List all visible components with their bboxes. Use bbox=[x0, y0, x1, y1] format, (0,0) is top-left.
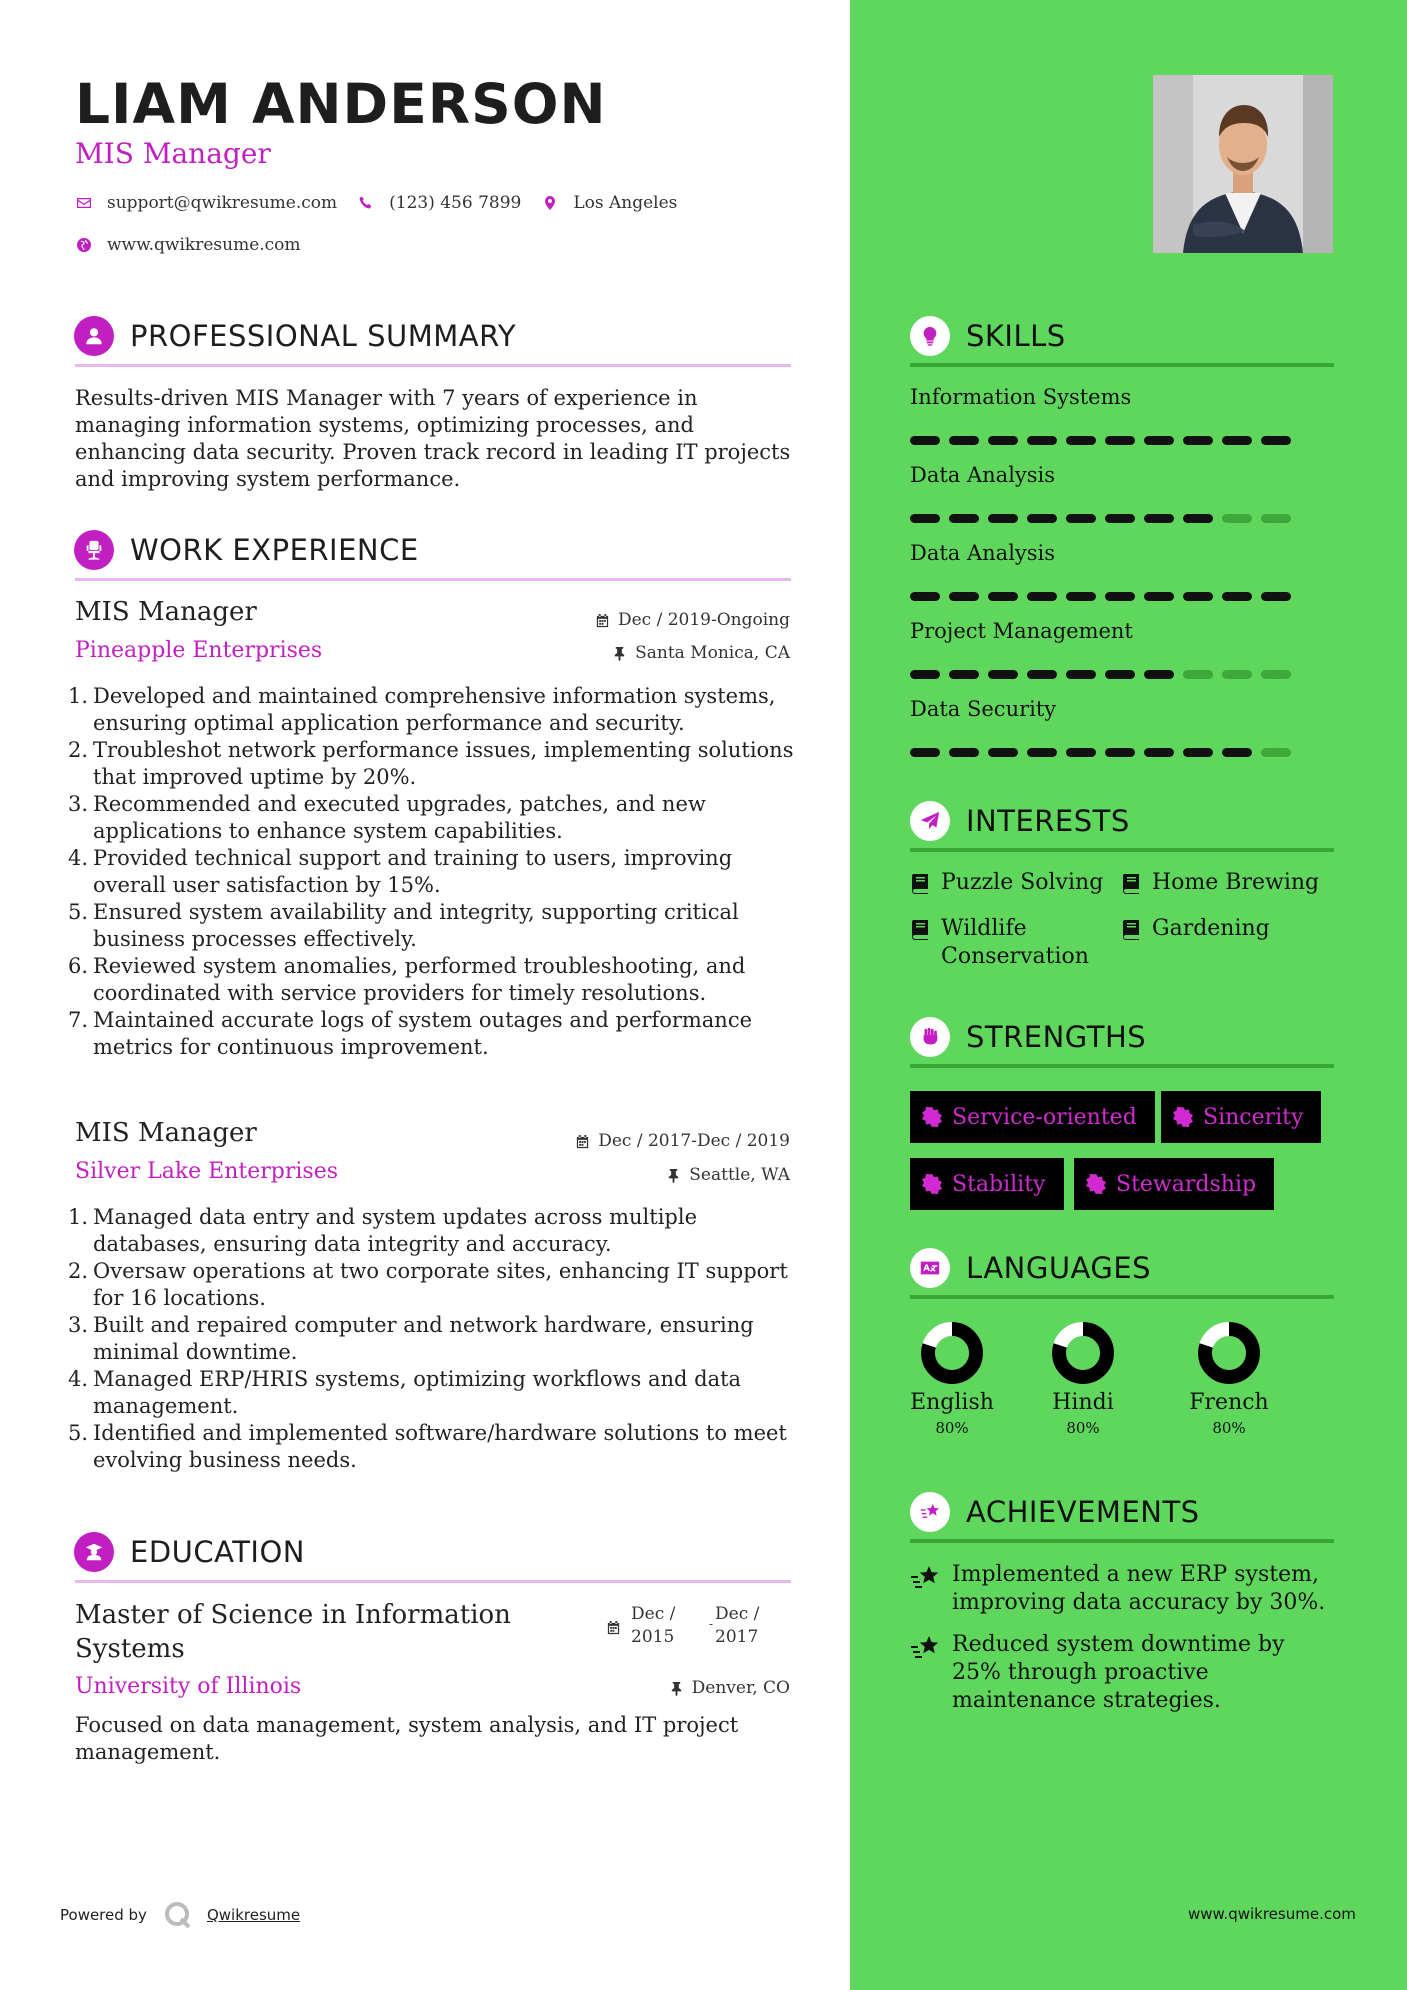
skill-segment bbox=[1066, 592, 1096, 601]
skill-segment bbox=[910, 436, 940, 445]
strength-tag: Stability bbox=[910, 1158, 1064, 1210]
education-text: Focused on data management, system analysis, and IT project management. bbox=[75, 1713, 739, 1764]
office-chair-icon bbox=[74, 530, 114, 570]
language-percent: 80% bbox=[1212, 1419, 1246, 1437]
shooting-star-icon bbox=[910, 1635, 940, 1661]
badge-star-icon bbox=[1086, 1174, 1106, 1194]
achievements-heading-text: ACHIEVEMENTS bbox=[966, 1495, 1200, 1529]
skill-segment bbox=[1144, 670, 1174, 679]
skill-segment bbox=[1027, 748, 1057, 757]
achievements-divider bbox=[910, 1539, 1334, 1543]
skill-segment bbox=[1222, 592, 1252, 601]
skill-level-bar bbox=[910, 514, 1300, 523]
language-item bbox=[1028, 1320, 1138, 1437]
skills-heading bbox=[910, 316, 1066, 356]
experience-divider bbox=[75, 578, 791, 581]
lightbulb-icon bbox=[910, 316, 950, 356]
book-icon bbox=[1121, 873, 1140, 894]
footer-website[interactable]: www.qwikresume.com bbox=[1188, 1905, 1356, 1923]
job-1-company: Pineapple Enterprises bbox=[75, 638, 323, 663]
contact-email-text: support@qwikresume.com bbox=[107, 193, 338, 213]
skill-segment bbox=[1027, 436, 1057, 445]
language-name: English bbox=[910, 1390, 994, 1415]
strength-tag: Stewardship bbox=[1074, 1158, 1274, 1210]
skill-segment bbox=[1183, 748, 1213, 757]
map-pin-icon bbox=[541, 194, 559, 212]
skill-segment bbox=[1183, 436, 1213, 445]
contact-phone-text: (123) 456 7899 bbox=[389, 193, 522, 213]
skill-segment bbox=[1105, 436, 1135, 445]
education-location-text: Denver, CO bbox=[691, 1678, 790, 1698]
shooting-star-icon bbox=[910, 1492, 950, 1532]
list-item: 7. Maintained accurate logs of system outages and performance metrics for continuous improvement. bbox=[68, 1008, 753, 1059]
book-icon bbox=[1121, 919, 1140, 940]
language-progress-ring bbox=[919, 1320, 985, 1386]
skill-segment bbox=[1027, 514, 1057, 523]
skill-segment bbox=[1261, 514, 1291, 523]
user-icon bbox=[74, 316, 114, 356]
degree-line-2: Systems bbox=[75, 1634, 185, 1664]
interests-heading-text: INTERESTS bbox=[966, 804, 1130, 838]
skill-level-bar bbox=[910, 436, 1300, 445]
interest-item: Home Brewing bbox=[1121, 869, 1319, 897]
skill-segment bbox=[988, 670, 1018, 679]
skill-level-bar bbox=[910, 670, 1300, 679]
skill-segment bbox=[1183, 592, 1213, 601]
language-item bbox=[897, 1320, 1007, 1437]
skill-segment bbox=[949, 670, 979, 679]
book-icon bbox=[910, 873, 929, 894]
job-1-dates-text: Dec / 2019-Ongoing bbox=[617, 610, 790, 630]
skill-segment bbox=[1144, 436, 1174, 445]
skill-segment bbox=[1144, 592, 1174, 601]
strengths-divider bbox=[910, 1064, 1334, 1068]
contact-row-2 bbox=[75, 235, 321, 255]
degree bbox=[75, 1598, 511, 1666]
skill-segment bbox=[1183, 670, 1213, 679]
skill-segment bbox=[910, 748, 940, 757]
contact-location-text: Los Angeles bbox=[573, 193, 678, 213]
summary-divider bbox=[75, 364, 791, 367]
language-name: Hindi bbox=[1052, 1390, 1114, 1415]
summary-heading bbox=[74, 316, 516, 356]
skill-segment bbox=[1261, 436, 1291, 445]
skill-segment bbox=[1261, 748, 1291, 757]
job-2-location-text: Seattle, WA bbox=[689, 1165, 790, 1185]
contact-email[interactable] bbox=[75, 193, 337, 213]
list-item: 3. Recommended and executed upgrades, patches, and new applications to enhance system capabilities. bbox=[68, 792, 706, 843]
skill-segment bbox=[1105, 514, 1135, 523]
skill-segment bbox=[949, 514, 979, 523]
job-1-bullets bbox=[68, 683, 798, 1061]
school: University of Illinois bbox=[75, 1674, 302, 1699]
degree-line-1: Master of Science in Information bbox=[75, 1600, 511, 1630]
education-heading-text: EDUCATION bbox=[130, 1535, 306, 1569]
paper-plane-icon bbox=[910, 801, 950, 841]
skill-segment bbox=[988, 592, 1018, 601]
skill-segment bbox=[910, 592, 940, 601]
languages-heading bbox=[910, 1248, 1151, 1288]
job-1-location-text: Santa Monica, CA bbox=[635, 643, 790, 663]
languages-divider bbox=[910, 1295, 1334, 1299]
qwikresume-link[interactable]: Qwikresume bbox=[206, 1906, 301, 1924]
profile-photo bbox=[1153, 75, 1333, 253]
qwikresume-logo-icon bbox=[163, 1900, 193, 1930]
pushpin-icon bbox=[669, 1681, 684, 1696]
achievement-item: Reduced system downtime by 25% through proactive maintenance strategies. bbox=[910, 1631, 1340, 1715]
contact-row-1 bbox=[75, 193, 697, 213]
job-2-dates-text: Dec / 2017-Dec / 2019 bbox=[598, 1131, 790, 1151]
experience-heading-text: WORK EXPERIENCE bbox=[130, 533, 419, 567]
skill-name: Project Management bbox=[910, 619, 1133, 643]
skill-segment bbox=[949, 436, 979, 445]
achievement-item: Implemented a new ERP system, improving data accuracy by 30%. bbox=[910, 1561, 1340, 1617]
contact-location bbox=[541, 193, 677, 213]
skill-segment bbox=[988, 748, 1018, 757]
contact-website-text: www.qwikresume.com bbox=[107, 235, 301, 255]
education-heading bbox=[74, 1532, 305, 1572]
globe-icon bbox=[75, 236, 93, 254]
job-2-dates bbox=[575, 1131, 790, 1151]
calendar-icon bbox=[575, 1134, 590, 1149]
skill-segment bbox=[1066, 514, 1096, 523]
languages-heading-text: LANGUAGES bbox=[966, 1251, 1152, 1285]
skill-segment bbox=[1066, 436, 1096, 445]
skill-segment bbox=[1066, 748, 1096, 757]
education-location bbox=[669, 1678, 790, 1698]
phone-icon bbox=[357, 194, 375, 212]
badge-star-icon bbox=[1173, 1107, 1193, 1127]
job-1-location bbox=[612, 643, 790, 663]
education-start-date: Dec / 2015 bbox=[631, 1604, 676, 1647]
skill-segment bbox=[1222, 670, 1252, 679]
skill-name: Data Analysis bbox=[910, 463, 1056, 487]
interests-divider bbox=[910, 848, 1334, 852]
skill-segment bbox=[1222, 514, 1252, 523]
skill-segment bbox=[1027, 592, 1057, 601]
skill-segment bbox=[1105, 748, 1135, 757]
job-2-company: Silver Lake Enterprises bbox=[75, 1159, 339, 1184]
skills-divider bbox=[910, 363, 1334, 367]
language-item bbox=[1174, 1320, 1284, 1437]
skill-segment bbox=[1183, 514, 1213, 523]
skill-segment bbox=[1105, 592, 1135, 601]
job-2-location bbox=[666, 1165, 790, 1185]
badge-star-icon bbox=[922, 1174, 942, 1194]
pushpin-icon bbox=[666, 1168, 681, 1183]
experience-heading bbox=[74, 530, 419, 570]
language-name: French bbox=[1189, 1390, 1269, 1415]
skill-segment bbox=[988, 514, 1018, 523]
translate-icon bbox=[910, 1248, 950, 1288]
skill-level-bar bbox=[910, 748, 1300, 757]
strengths-heading bbox=[910, 1017, 1146, 1057]
interests-heading bbox=[910, 801, 1130, 841]
list-item: 3. Built and repaired computer and network hardware, ensuring minimal downtime. bbox=[68, 1313, 754, 1364]
language-percent: 80% bbox=[1066, 1419, 1100, 1437]
language-progress-ring bbox=[1196, 1320, 1262, 1386]
summary-heading-text: PROFESSIONAL SUMMARY bbox=[130, 319, 517, 353]
list-item: 1. Managed data entry and system updates across multiple databases, ensuring data integrity and accuracy. bbox=[68, 1205, 697, 1256]
job-2-bullets bbox=[68, 1204, 798, 1474]
list-item: 5. Ensured system availability and integrity, supporting critical business processes effectively. bbox=[68, 900, 739, 951]
skill-segment bbox=[1261, 592, 1291, 601]
list-item: 4. Managed ERP/HRIS systems, optimizing workflows and data management. bbox=[68, 1367, 742, 1418]
skill-segment bbox=[1222, 748, 1252, 757]
language-progress-ring bbox=[1050, 1320, 1116, 1386]
badge-star-icon bbox=[922, 1107, 942, 1127]
list-item: 2. Oversaw operations at two corporate sites, enhancing IT support for 16 locations. bbox=[68, 1259, 788, 1310]
interest-item: Gardening bbox=[1121, 915, 1270, 943]
candidate-name: LIAM ANDERSON bbox=[75, 72, 607, 136]
education-divider bbox=[75, 1580, 791, 1583]
skills-heading-text: SKILLS bbox=[966, 319, 1066, 353]
strengths-heading-text: STRENGTHS bbox=[966, 1020, 1147, 1054]
summary-text: Results-driven MIS Manager with 7 years of experience in managing information systems, optimizing processes, and enhancing data security. Proven track record in leading IT projects and improving system performance. bbox=[75, 386, 791, 491]
calendar-icon bbox=[606, 1620, 621, 1639]
skill-segment bbox=[1261, 670, 1291, 679]
job-2-title: MIS Manager bbox=[75, 1118, 257, 1148]
pushpin-icon bbox=[612, 646, 627, 661]
skill-segment bbox=[949, 748, 979, 757]
skill-segment bbox=[910, 514, 940, 523]
skill-name: Data Analysis bbox=[910, 541, 1056, 565]
education-end-date: Dec / 2017 bbox=[715, 1604, 760, 1647]
list-item: 5. Identified and implemented software/hardware solutions to meet evolving business needs. bbox=[68, 1421, 787, 1472]
achievements-heading bbox=[910, 1492, 1200, 1532]
candidate-title: MIS Manager bbox=[75, 137, 271, 170]
book-icon bbox=[910, 919, 929, 940]
envelope-icon bbox=[75, 194, 93, 212]
list-item: 1. Developed and maintained comprehensive information systems, ensuring optimal application performance and security. bbox=[68, 684, 776, 735]
strength-tag: Service-oriented bbox=[910, 1091, 1155, 1143]
skill-segment bbox=[1105, 670, 1135, 679]
job-1-title: MIS Manager bbox=[75, 597, 257, 627]
skill-segment bbox=[1066, 670, 1096, 679]
interest-item: Puzzle Solving bbox=[910, 869, 1103, 897]
skill-segment bbox=[1222, 436, 1252, 445]
skill-name: Data Security bbox=[910, 697, 1057, 721]
language-percent: 80% bbox=[935, 1419, 969, 1437]
skill-name: Information Systems bbox=[910, 385, 1132, 409]
person-portrait-icon bbox=[1153, 75, 1333, 253]
powered-by bbox=[60, 1900, 300, 1930]
list-item: 2. Troubleshot network performance issues, implementing solutions that improved uptime by 20%. bbox=[68, 738, 794, 789]
skill-segment bbox=[949, 592, 979, 601]
skill-segment bbox=[1144, 514, 1174, 523]
shooting-star-icon bbox=[910, 1565, 940, 1591]
job-1-dates bbox=[595, 610, 790, 630]
contact-phone[interactable] bbox=[357, 193, 521, 213]
contact-website[interactable] bbox=[75, 235, 301, 255]
date-separator: - bbox=[709, 1617, 714, 1631]
list-item: 6. Reviewed system anomalies, performed troubleshooting, and coordinated with service providers for timely resolutions. bbox=[68, 954, 746, 1005]
powered-by-label: Powered by bbox=[60, 1906, 147, 1924]
skill-segment bbox=[988, 436, 1018, 445]
raised-fist-icon bbox=[910, 1017, 950, 1057]
interest-item: Wildlife Conservation bbox=[910, 915, 1110, 971]
skill-segment bbox=[1027, 670, 1057, 679]
skill-level-bar bbox=[910, 592, 1300, 601]
skill-segment bbox=[1144, 748, 1174, 757]
list-item: 4. Provided technical support and training to users, improving overall user satisfaction by 15%. bbox=[68, 846, 733, 897]
graduate-icon bbox=[74, 1532, 114, 1572]
strength-tag: Sincerity bbox=[1161, 1091, 1321, 1143]
calendar-icon bbox=[595, 613, 610, 628]
skill-segment bbox=[910, 670, 940, 679]
